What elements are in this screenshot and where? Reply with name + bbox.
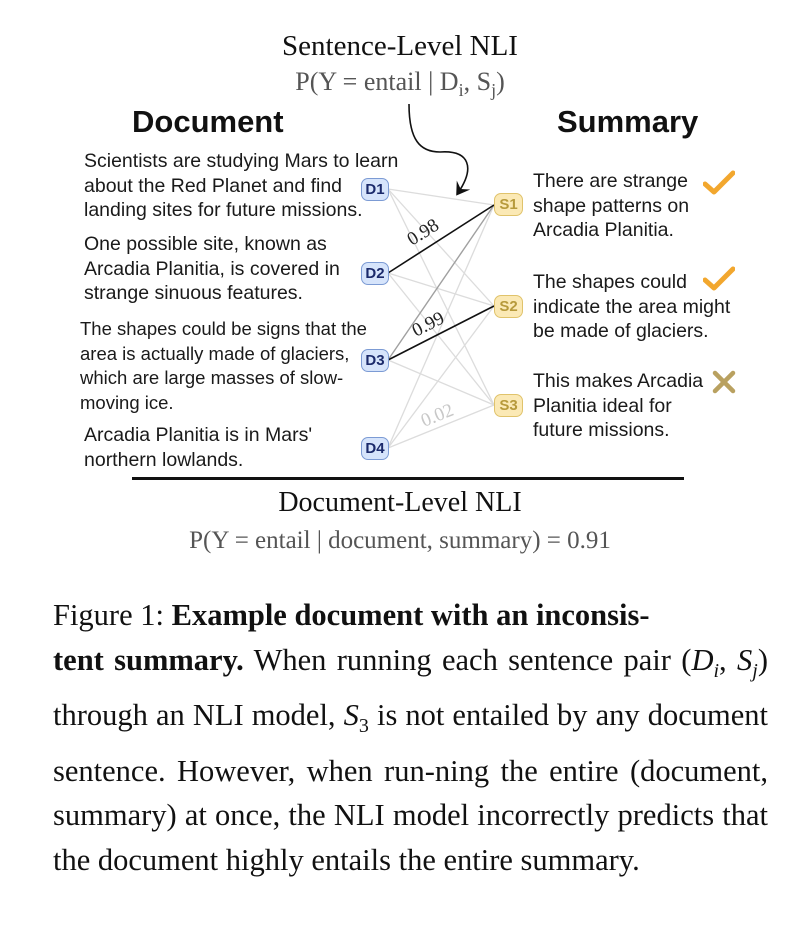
document-sentence-d4: Arcadia Planitia is in Mars' northern lowlands. [84, 424, 313, 471]
node-d1: D1 [361, 178, 389, 201]
figure-caption: Figure 1: Example document with an inconsis- tent summary. When running each sentence pair ($D_i$, $S_j$) through an NLI model, $S_3$ is not entailed by any document sentence. However, when run-ning the entire (document, summary) at once, the NLI model incorrectly predicts that the document highly entails the entire summary. [53, 598, 768, 877]
caption-label: Figure 1: [53, 598, 164, 632]
cross-icon [712, 370, 736, 394]
edge-d3-s1 [388, 205, 494, 360]
summary-heading: Summary [557, 104, 699, 139]
sentence-level-nli-title: Sentence-Level NLI [282, 30, 518, 62]
node-d3: D3 [361, 349, 389, 372]
document-level-formula: P(Y = entail | document, summary) = 0.91 [189, 527, 611, 554]
summary-sentence-s2: The shapes could indicate the area might be made of glaciers. [533, 271, 731, 342]
edge-label-098: 0.98 [403, 214, 443, 251]
document-sentence-d3: The shapes could be signs that the area is actually made of glaciers, which are large masses of slow- moving ice. [80, 318, 367, 413]
sentence-pair-notation: ($D_i$, $S_j$) [681, 642, 768, 682]
node-s2: S2 [494, 295, 523, 318]
document-sentence-d1: Scientists are studying Mars to learn about the Red Planet and find landing sites for future missions. [84, 150, 399, 221]
edge-d2-s1 [388, 205, 494, 273]
summary-sentence-s3: This makes Arcadia Planitia ideal for future missions. [533, 370, 704, 441]
summary-sentence-s1: There are strange shape patterns on Arcadia Planitia. [533, 170, 690, 241]
sentence-level-formula: P(Y = entail | $D_i$, $S_j$) [295, 67, 505, 101]
document-sentence-d2: One possible site, known as Arcadia Planitia, is covered in strange sinuous features. [84, 233, 340, 304]
curved-arrow-icon [409, 104, 468, 193]
edge-label-002: 0.02 [418, 399, 457, 432]
node-s1: S1 [494, 193, 523, 216]
document-heading: Document [132, 104, 284, 139]
divider [132, 477, 684, 480]
node-s3: S3 [494, 394, 523, 417]
node-d2: D2 [361, 262, 389, 285]
check-icon [703, 266, 735, 292]
node-d4: D4 [361, 437, 389, 460]
caption-bold-title: Example document with an inconsis- tent summary. [53, 598, 650, 677]
document-level-nli-title: Document-Level NLI [278, 487, 522, 518]
edge-label-099: 0.99 [408, 307, 448, 342]
check-icon [703, 170, 735, 196]
